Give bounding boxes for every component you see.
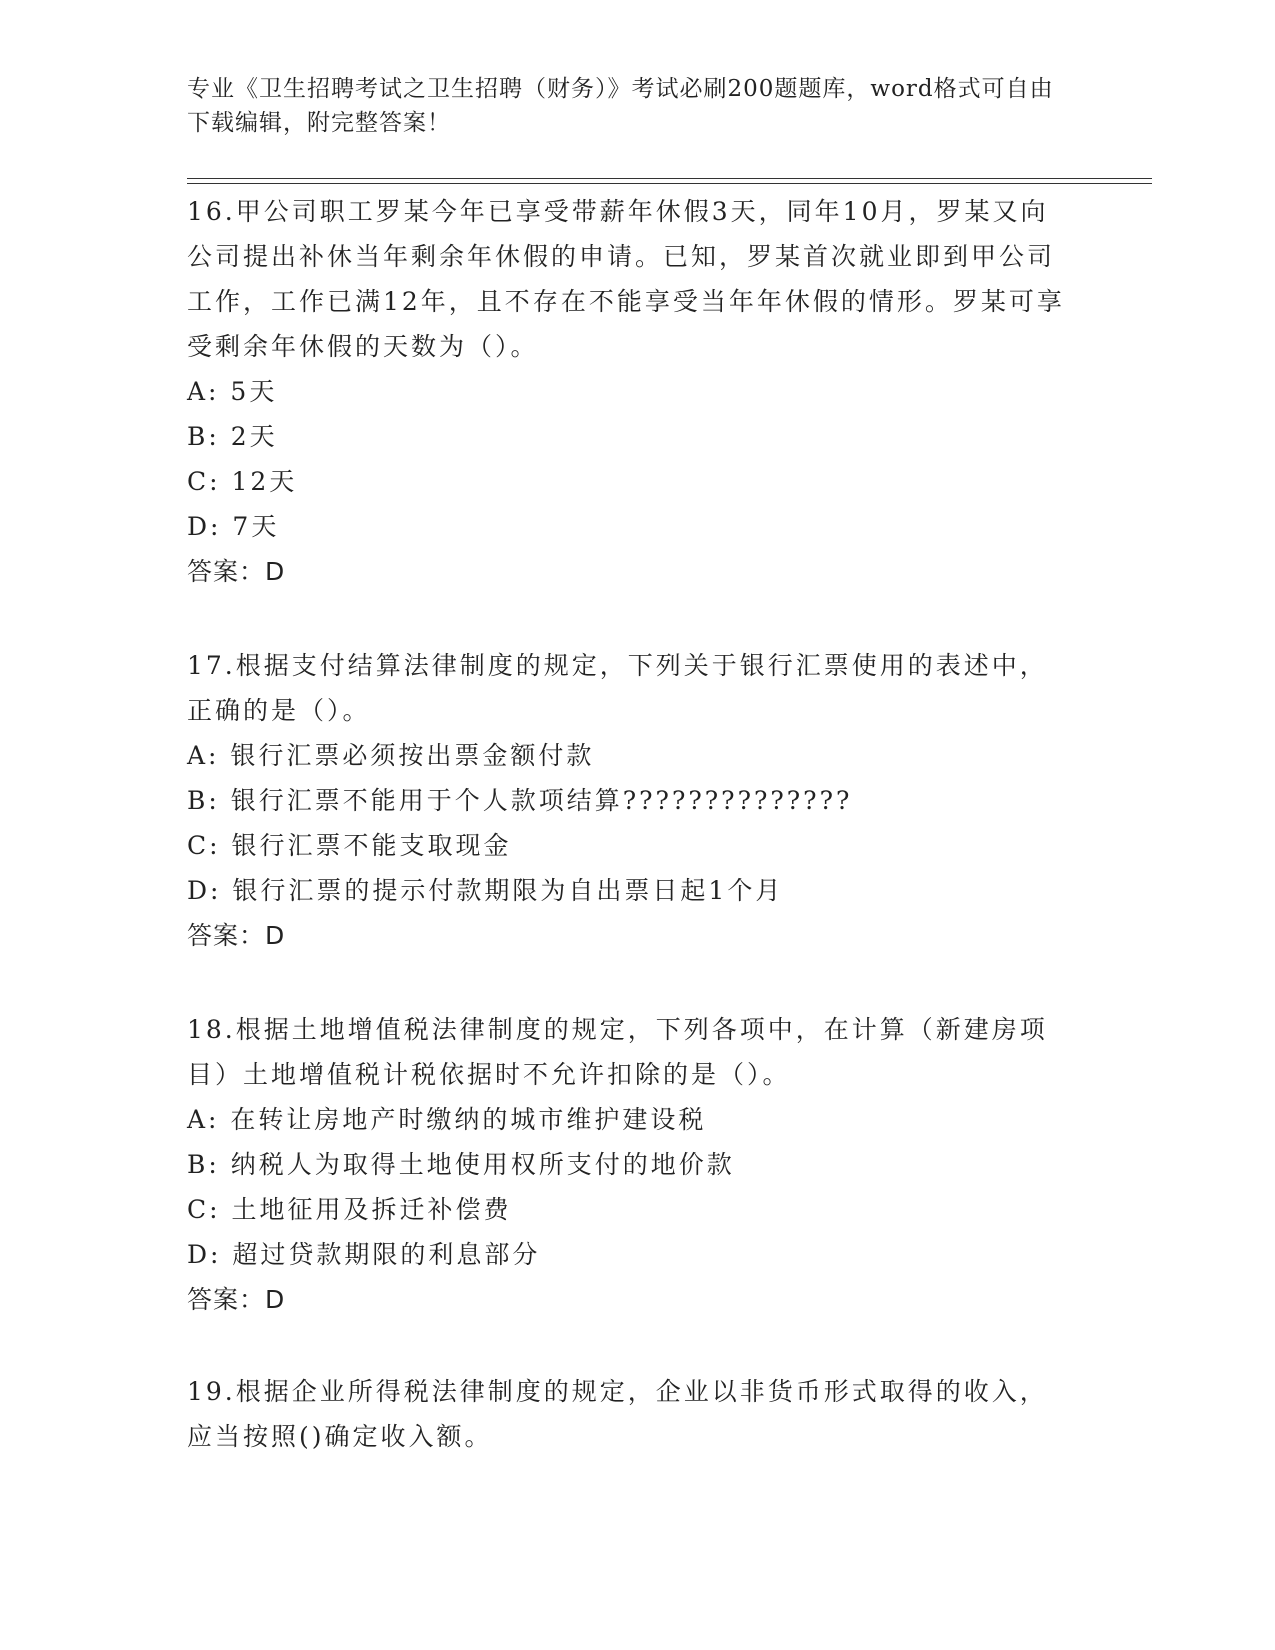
question-17 xyxy=(187,643,1067,958)
question-19 xyxy=(187,1369,1067,1459)
answer: 答案：D xyxy=(187,557,286,586)
option-a: A: 银行汇票必须按出票金额付款 xyxy=(187,741,595,770)
option-c: C: 银行汇票不能支取现金 xyxy=(187,831,512,860)
header-divider-top xyxy=(187,178,1152,179)
option-b: B: 纳税人为取得土地使用权所支付的地价款 xyxy=(187,1150,735,1179)
option-c: C: 土地征用及拆迁补偿费 xyxy=(187,1195,512,1224)
option-b: B: 银行汇票不能用于个人款项结算?????????????? xyxy=(187,786,853,815)
question-stem: 18.根据土地增值税法律制度的规定，下列各项中，在计算（新建房项目）土地增值税计税依据时不允许扣除的是（）。 xyxy=(187,1015,1048,1089)
option-b: B: 2天 xyxy=(187,422,278,451)
answer: 答案：D xyxy=(187,1285,286,1314)
option-a: A: 在转让房地产时缴纳的城市维护建设税 xyxy=(187,1105,707,1134)
header-divider-bottom xyxy=(187,183,1152,184)
question-stem: 19.根据企业所得税法律制度的规定，企业以非货币形式取得的收入，应当按照()确定收入额。 xyxy=(187,1377,1048,1451)
option-d: D: 银行汇票的提示付款期限为自出票日起1个月 xyxy=(187,876,784,905)
document-header: 专业《卫生招聘考试之卫生招聘（财务）》考试必刷200题题库，word格式可自由下载编辑，附完整答案！ xyxy=(187,76,1054,136)
question-stem: 16.甲公司职工罗某今年已享受带薪年休假3天，同年10月，罗某又向公司提出补休当年剩余年休假的申请。已知，罗某首次就业即到甲公司工作，工作已满12年，且不存在不能享受当年年休假的情形。罗某可享受剩余年休假的天数为（）。 xyxy=(187,197,1065,361)
question-18 xyxy=(187,1007,1067,1322)
question-16 xyxy=(187,189,1067,594)
answer: 答案：D xyxy=(187,921,286,950)
option-d: D: 超过贷款期限的利息部分 xyxy=(187,1240,541,1269)
option-a: A: 5天 xyxy=(187,377,278,406)
question-stem: 17.根据支付结算法律制度的规定，下列关于银行汇票使用的表述中，正确的是（）。 xyxy=(187,651,1048,725)
option-d: D: 7天 xyxy=(187,512,280,541)
option-c: C: 12天 xyxy=(187,467,298,496)
